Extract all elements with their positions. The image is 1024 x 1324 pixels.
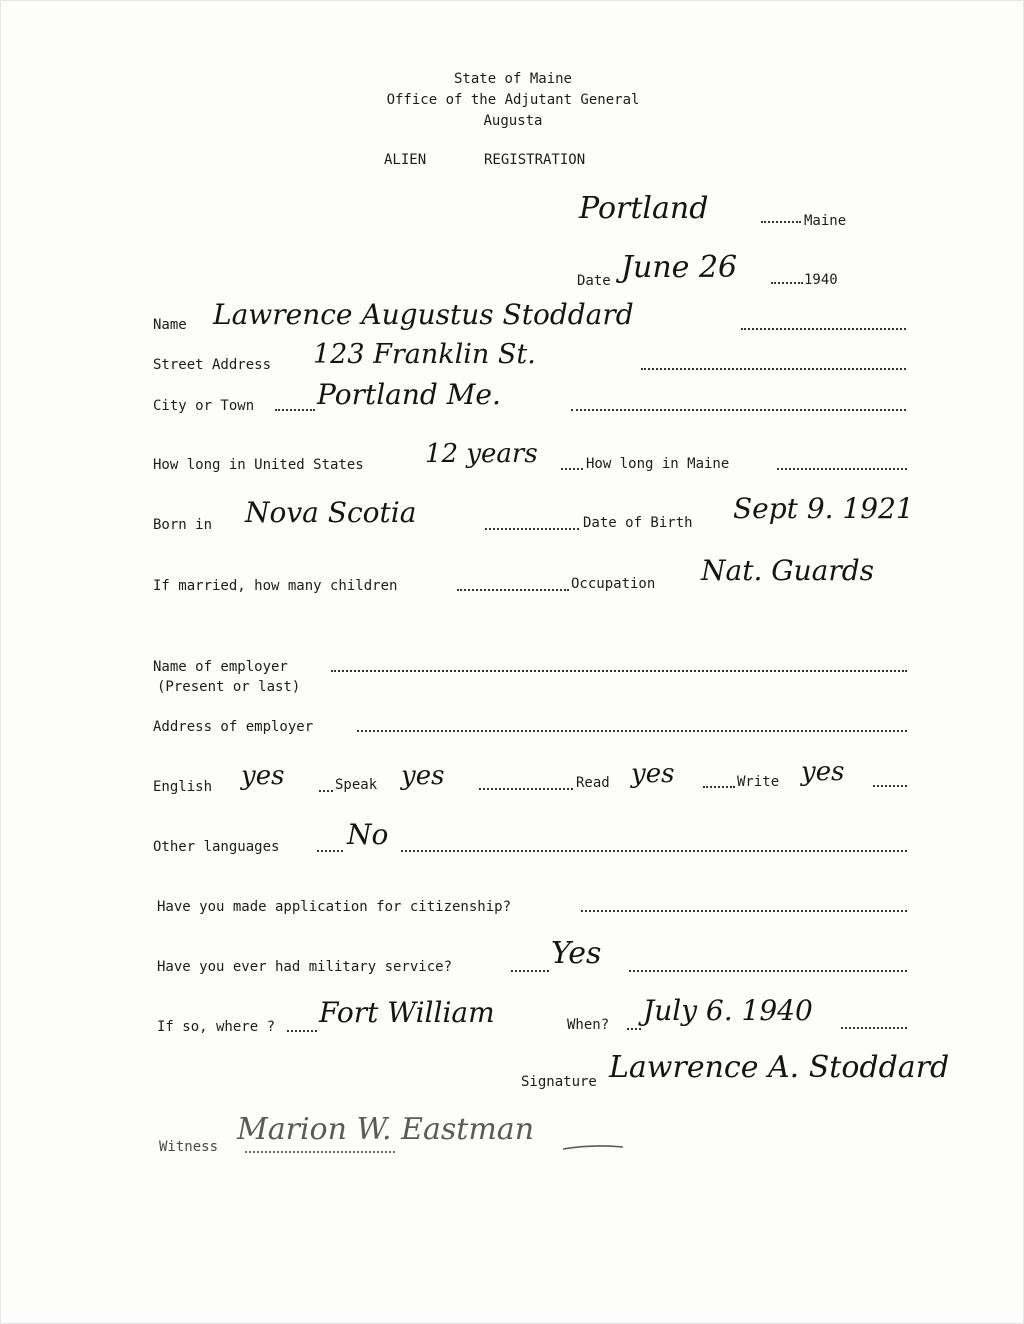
years-us-value: 12 years <box>425 439 538 469</box>
where-value: Fort William <box>319 996 495 1029</box>
employer-dots <box>331 670 907 672</box>
military-value: Yes <box>551 936 602 971</box>
witness-label: Witness <box>159 1139 219 1155</box>
signature-value: Lawrence A. Stoddard <box>609 1050 950 1085</box>
city-value: Portland Me. <box>317 378 501 411</box>
date-year: 1940 <box>804 272 838 288</box>
citizenship-label: Have you made application for citizenship? <box>157 899 512 915</box>
military-dots <box>629 970 907 972</box>
header-city: Augusta <box>483 113 543 129</box>
when-value: July 6. 1940 <box>643 994 813 1027</box>
name-dots <box>741 328 906 330</box>
witness-value: Marion W. Eastman <box>237 1112 535 1147</box>
employer-sublabel: (Present or last) <box>157 679 301 695</box>
witness-dots <box>245 1151 395 1153</box>
military-label: Have you ever had military service? <box>157 959 453 975</box>
english-label: English <box>153 779 213 795</box>
occupation-label: Occupation <box>571 576 656 592</box>
form-title-alien: ALIEN <box>384 152 427 168</box>
english-dots <box>319 790 333 792</box>
location-dots <box>761 221 801 223</box>
years-us-label: How long in United States <box>153 457 364 473</box>
speak-value: yes <box>401 761 445 791</box>
children-dots <box>457 589 569 591</box>
street-label: Street Address <box>153 357 272 373</box>
read-label: Read <box>576 775 610 791</box>
where-dots-pre <box>287 1030 317 1032</box>
signature-label: Signature <box>521 1074 597 1090</box>
other-languages-dots-pre <box>317 850 343 852</box>
speak-dots <box>479 788 573 790</box>
children-label: If married, how many children <box>153 578 398 594</box>
date-value: June 26 <box>621 250 738 285</box>
years-maine-dots <box>777 468 907 470</box>
city-dots-pre <box>275 409 315 411</box>
read-dots <box>703 786 735 788</box>
born-in-label: Born in <box>153 517 213 533</box>
when-dots <box>841 1027 907 1029</box>
other-languages-dots <box>401 850 907 852</box>
name-label: Name <box>153 317 187 333</box>
witness-flourish <box>561 1143 625 1153</box>
dob-label: Date of Birth <box>583 515 693 531</box>
location-value: Portland <box>579 191 709 226</box>
date-dots <box>771 282 803 284</box>
employer-label: Name of employer <box>153 659 288 675</box>
occupation-value: Nat. Guards <box>701 554 875 587</box>
employer-address-dots <box>357 730 907 732</box>
employer-address-label: Address of employer <box>153 719 314 735</box>
dob-value: Sept 9. 1921 <box>733 492 914 525</box>
header-office: Office of the Adjutant General <box>386 92 640 108</box>
citizenship-dots <box>581 910 907 912</box>
born-in-dots <box>485 528 579 530</box>
location-label: Maine <box>804 213 847 229</box>
read-value: yes <box>631 759 675 789</box>
street-dots <box>641 368 906 370</box>
other-languages-label: Other languages <box>153 839 280 855</box>
english-value: yes <box>241 761 285 791</box>
write-value: yes <box>801 757 845 787</box>
form-title-registration: REGISTRATION <box>484 152 586 168</box>
military-dots-pre <box>511 970 549 972</box>
write-dots <box>873 785 907 787</box>
name-value: Lawrence Augustus Stoddard <box>213 298 634 331</box>
street-value: 123 Franklin St. <box>313 339 536 370</box>
city-dots <box>571 409 906 411</box>
years-maine-label: How long in Maine <box>586 456 730 472</box>
city-label: City or Town <box>153 398 255 414</box>
speak-label: Speak <box>335 777 378 793</box>
write-label: Write <box>737 774 780 790</box>
other-languages-value: No <box>347 818 389 851</box>
years-us-dots <box>561 468 583 470</box>
when-label: When? <box>567 1017 610 1033</box>
born-in-value: Nova Scotia <box>245 496 417 529</box>
when-dots-pre <box>627 1028 641 1030</box>
header-state: State of Maine <box>453 71 572 87</box>
date-label: Date <box>577 273 611 289</box>
where-label: If so, where ? <box>157 1019 276 1035</box>
